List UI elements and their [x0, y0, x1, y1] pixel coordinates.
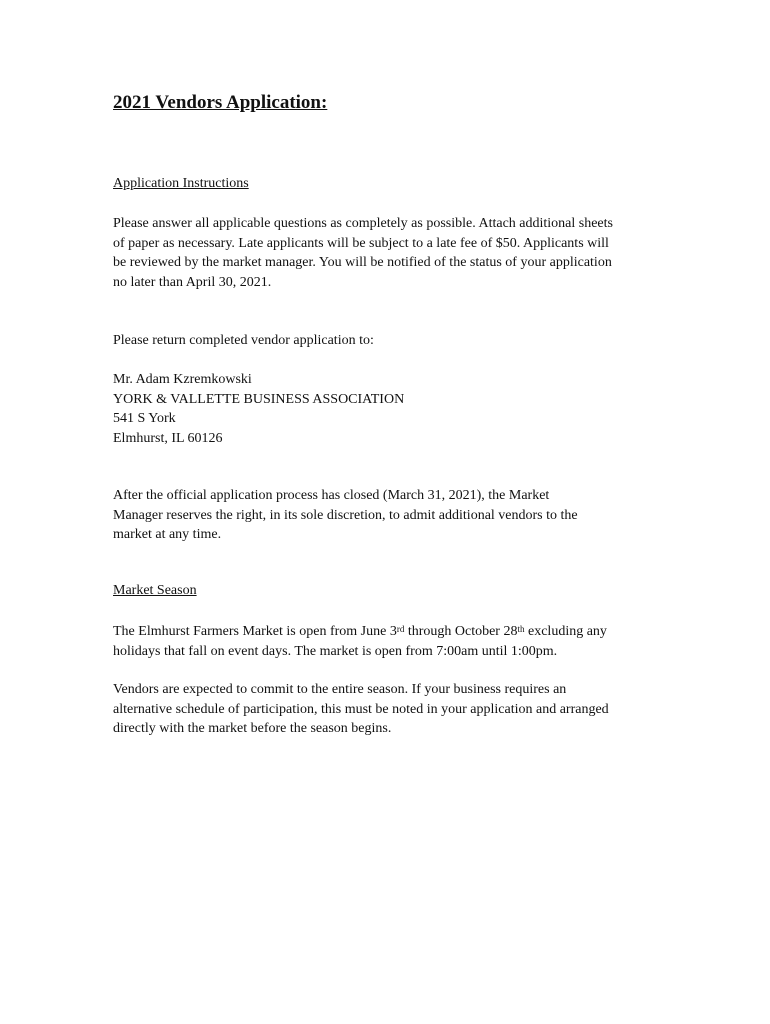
mailing-address [113, 370, 658, 448]
ordinal-suffix: th [517, 624, 525, 634]
address-name: Mr. Adam Kzremkowski [113, 372, 252, 387]
instructions-line: of paper as necessary. Late applicants will be subject to a late fee of $50. Applicants will [113, 235, 609, 251]
closed-paragraph [113, 486, 658, 545]
commitment-line: Vendors are expected to commit to the entire season. If your business requires an [113, 682, 567, 697]
closed-line: After the official application process has closed (March 31, 2021), the Market [113, 488, 550, 503]
commitment-paragraph [113, 680, 658, 739]
address-city-state-zip: Elmhurst, IL 60126 [113, 430, 223, 446]
address-organization: YORK & VALLETTE BUSINESS ASSOCIATION [113, 391, 405, 407]
season-text-part: through October 28 [404, 624, 518, 639]
season-heading: Market Season [113, 583, 197, 598]
instructions-line: be reviewed by the market manager. You will be notified of the status of your application [113, 255, 612, 271]
address-street: 541 S York [113, 411, 176, 427]
commitment-line: alternative schedule of participation, this must be noted in your application and arranged [113, 701, 609, 717]
commitment-line: directly with the market before the season begins. [113, 721, 392, 737]
season-paragraph [113, 622, 658, 661]
instructions-paragraph [113, 214, 658, 292]
return-to-text: Please return completed vendor application to: [113, 333, 374, 348]
closed-line: market at any time. [113, 527, 222, 543]
season-text-part: excluding any [524, 624, 607, 639]
season-line [113, 622, 658, 642]
season-line: holidays that fall on event days. The market is open from 7:00am until 1:00pm. [113, 643, 558, 659]
instructions-heading: Application Instructions [113, 176, 249, 191]
document-title: 2021 Vendors Application: [113, 92, 328, 113]
instructions-line: Please answer all applicable questions as completely as possible. Attach additional sheets [113, 216, 613, 231]
instructions-line: no later than April 30, 2021. [113, 274, 272, 290]
season-text-part: The Elmhurst Farmers Market is open from June 3 [113, 624, 397, 639]
closed-line: Manager reserves the right, in its sole discretion, to admit additional vendors to the [113, 507, 578, 523]
ordinal-suffix: rd [396, 624, 405, 634]
